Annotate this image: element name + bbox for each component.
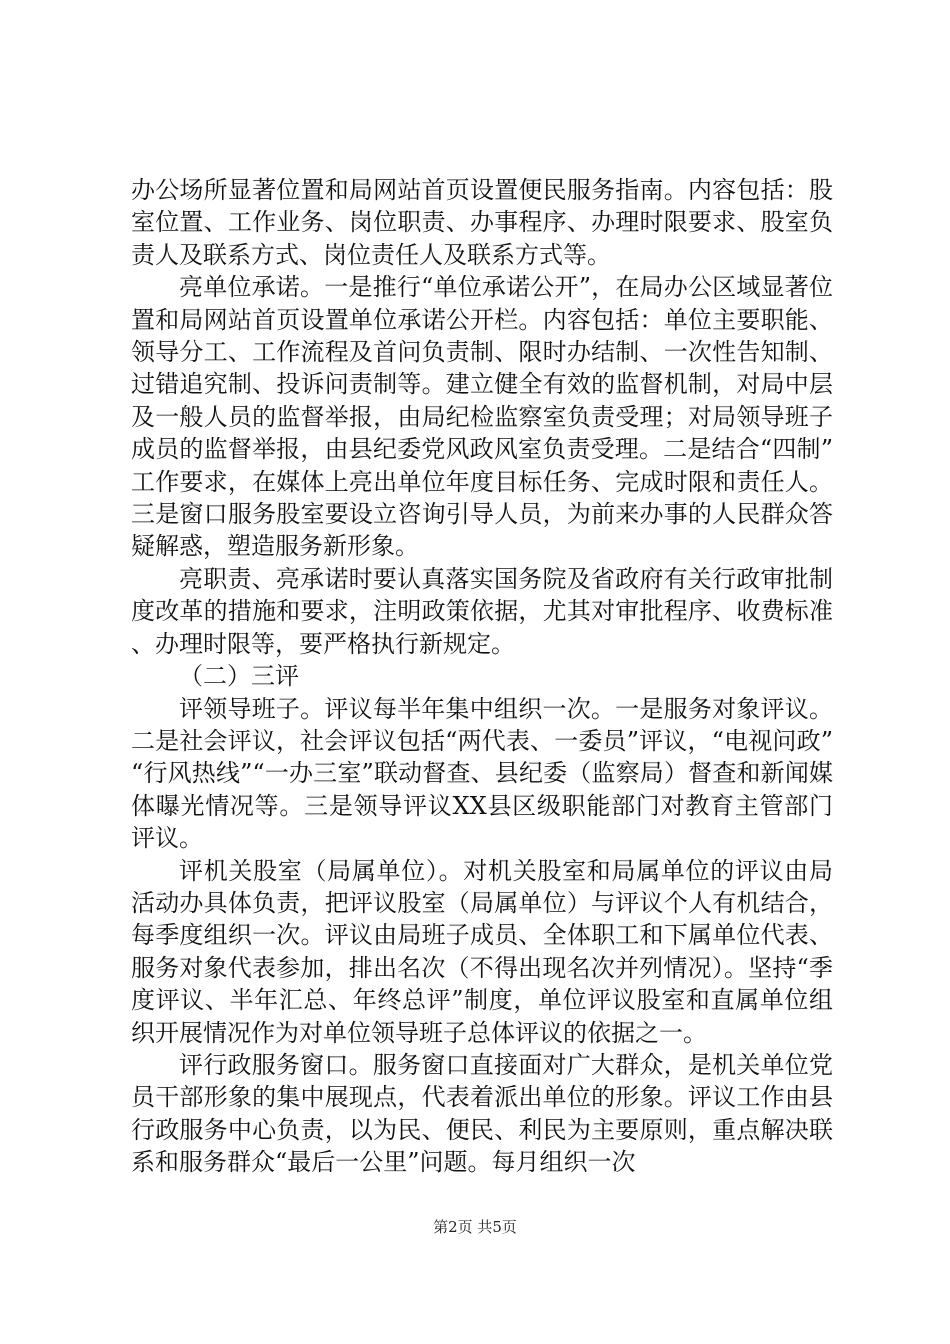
paragraph-approval-reform: 亮职责、亮承诺时要认真落实国务院及省政府有关行政审批制度改革的措施和要求，注明政策依据，尤其对审批程序、收费标准、办理时限等，要严格执行新规定。 — [131, 564, 833, 658]
page-number-footer: 第2页 共5页 — [433, 1218, 517, 1236]
paragraph-evaluate-service-windows: 评行政服务窗口。服务窗口直接面对广大群众，是机关单位党员干部形象的集中展现点，代表着派出单位的形象。评议工作由县行政服务中心负责，以为民、便民、利民为主要原则，重点解决联系和服务群众“最后一公里”问题。每月组织一次 — [131, 1050, 833, 1177]
document-body — [131, 174, 833, 1179]
paragraph-service-guide: 办公场所显著位置和局网站首页设置便民服务指南。内容包括：股室位置、工作业务、岗位职责、办事程序、办理时限要求、股室负责人及联系方式、岗位责任人及联系方式等。 — [131, 176, 833, 269]
paragraph-evaluate-leadership: 评领导班子。评议每半年集中组织一次。一是服务对象评议。二是社会评议，社会评议包括“两代表、一委员”评议，“电视问政”“行风热线”“一办三室”联动督查、县纪委（监察局）督查和新闻媒体曝光情况等。三是领导评议XX县区级职能部门对教育主管部门评议。 — [131, 694, 833, 853]
paragraph-evaluate-offices: 评机关股室（局属单位）。对机关股室和局属单位的评议由局活动办具体负责，把评议股室（局属单位）与评议个人有机结合，每季度组织一次。评议由局班子成员、全体职工和下属单位代表、服务对象代表参加，排出名次（不得出现名次并列情况）。坚持“季度评议、半年汇总、年终总评”制度，单位评议股室和直属单位组织开展情况作为对单位领导班子总体评议的依据之一。 — [131, 856, 833, 1047]
paragraph-unit-commitment: 亮单位承诺。一是推行“单位承诺公开”，在局办公区域显著位置和局网站首页设置单位承诺公开栏。内容包括：单位主要职能、领导分工、工作流程及首问负责制、限时办结制、一次性告知制、过错追究制、投诉问责制等。建立健全有效的监督机制，对局中层及一般人员的监督举报，由局纪检监察室负责受理；对局领导班子成员的监督举报，由县纪委党风政风室负责受理。二是结合“四制”工作要求，在媒体上亮出单位年度目标任务、完成时限和责任人。三是窗口服务股室要设立咨询引导人员，为前来办事的人民群众答疑解惑，塑造服务新形象。 — [131, 273, 833, 561]
section-heading-three-evaluations: （二）三评 — [179, 662, 299, 691]
